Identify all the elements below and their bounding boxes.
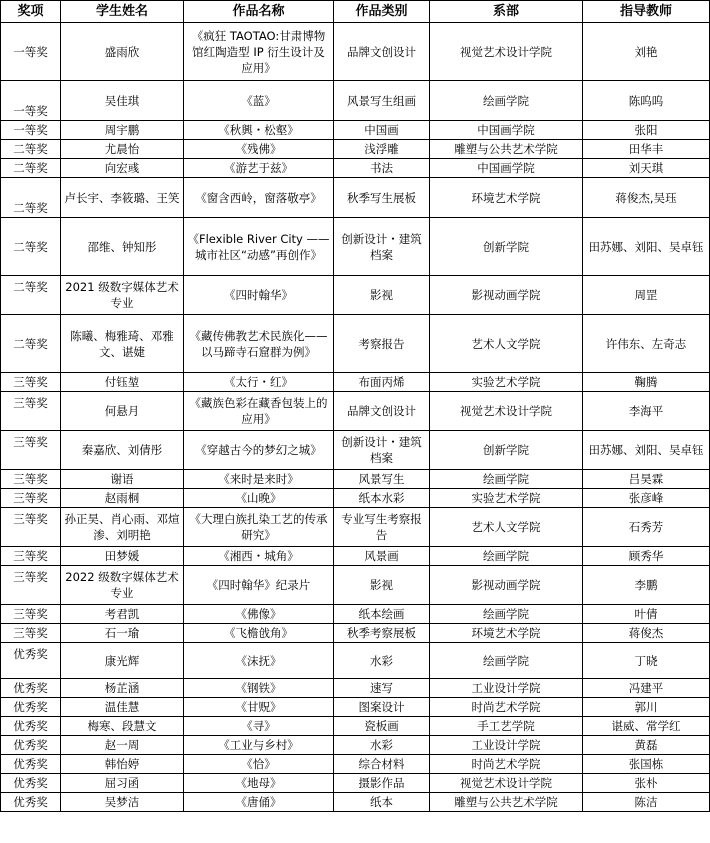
dept-cell: 绘画学院 [430, 547, 583, 566]
award-cell: 优秀奖 [1, 679, 61, 698]
student-cell: 谢语 [61, 470, 184, 489]
table-row [1, 547, 710, 566]
teacher-cell: 黄磊 [583, 736, 710, 755]
category-cell: 纸本 [334, 793, 430, 812]
work-cell: 《钢铁》 [184, 679, 334, 698]
dept-cell: 时尚艺术学院 [430, 755, 583, 774]
category-cell: 纸本绘画 [334, 605, 430, 624]
student-cell: 秦嘉欣、刘倩彤 [61, 431, 184, 470]
award-cell: 二等奖 [1, 140, 61, 159]
teacher-cell: 陈呜呜 [583, 81, 710, 121]
dept-cell: 影视动画学院 [430, 276, 583, 315]
teacher-cell: 周罡 [583, 276, 710, 315]
teacher-cell: 李海平 [583, 392, 710, 431]
work-cell: 《飞檐戗角》 [184, 624, 334, 643]
work-cell: 《寻》 [184, 717, 334, 736]
student-cell: 陈曦、梅雅琦、邓雅文、谌婕 [61, 315, 184, 373]
student-cell: 康光辉 [61, 643, 184, 679]
teacher-cell: 郭川 [583, 698, 710, 717]
dept-cell: 雕塑与公共艺术学院 [430, 793, 583, 812]
student-cell: 周宇鹏 [61, 121, 184, 140]
award-cell: 优秀奖 [1, 793, 61, 812]
dept-cell: 创新学院 [430, 218, 583, 276]
table-row [1, 679, 710, 698]
teacher-cell: 许伟东、左奇志 [583, 315, 710, 373]
category-cell: 品牌文创设计 [334, 392, 430, 431]
work-cell: 《佛像》 [184, 605, 334, 624]
dept-cell: 实验艺术学院 [430, 489, 583, 508]
dept-cell: 影视动画学院 [430, 566, 583, 605]
work-cell: 《甘贶》 [184, 698, 334, 717]
dept-cell: 中国画学院 [430, 121, 583, 140]
teacher-cell: 李鹏 [583, 566, 710, 605]
work-cell: 《Flexible River City —— 城市社区“动感”再创作》 [184, 218, 334, 276]
table-row [1, 81, 710, 121]
student-cell: 2022 级数字媒体艺术专业 [61, 566, 184, 605]
category-cell: 创新设计・建筑档案 [334, 218, 430, 276]
table-row [1, 178, 710, 218]
teacher-cell: 张国栋 [583, 755, 710, 774]
student-cell: 杨芷涵 [61, 679, 184, 698]
work-cell: 《地母》 [184, 774, 334, 793]
category-cell: 书法 [334, 159, 430, 178]
category-cell: 品牌文创设计 [334, 23, 430, 81]
student-cell: 赵一周 [61, 736, 184, 755]
table-row [1, 508, 710, 547]
award-cell: 二等奖 [1, 315, 61, 373]
dept-cell: 绘画学院 [430, 605, 583, 624]
award-cell: 三等奖 [1, 489, 61, 508]
dept-cell: 工业设计学院 [430, 679, 583, 698]
student-cell: 吴佳琪 [61, 81, 184, 121]
table-row [1, 431, 710, 470]
work-cell: 《山晚》 [184, 489, 334, 508]
student-cell: 赵雨桐 [61, 489, 184, 508]
dept-cell: 视觉艺术设计学院 [430, 23, 583, 81]
category-cell: 秋季考察展板 [334, 624, 430, 643]
teacher-cell: 张彦峰 [583, 489, 710, 508]
table-row [1, 315, 710, 373]
teacher-cell: 田华丰 [583, 140, 710, 159]
teacher-cell: 吕昊霖 [583, 470, 710, 489]
dept-cell: 雕塑与公共艺术学院 [430, 140, 583, 159]
table-row [1, 159, 710, 178]
dept-cell: 工业设计学院 [430, 736, 583, 755]
table-row [1, 624, 710, 643]
category-cell: 创新设计・建筑档案 [334, 431, 430, 470]
category-cell: 考察报告 [334, 315, 430, 373]
header-work: 作品名称 [184, 1, 334, 23]
table-row [1, 373, 710, 392]
category-cell: 纸本水彩 [334, 489, 430, 508]
award-cell: 三等奖 [1, 547, 61, 566]
category-cell: 影视 [334, 276, 430, 315]
student-cell: 何悬月 [61, 392, 184, 431]
work-cell: 《窗含西岭，窗落敬亭》 [184, 178, 334, 218]
teacher-cell: 张朴 [583, 774, 710, 793]
award-cell: 优秀奖 [1, 774, 61, 793]
teacher-cell: 顾秀华 [583, 547, 710, 566]
teacher-cell: 张阳 [583, 121, 710, 140]
teacher-cell: 陈洁 [583, 793, 710, 812]
header-award: 奖项 [1, 1, 61, 23]
table-row [1, 566, 710, 605]
award-cell: 优秀奖 [1, 717, 61, 736]
table-row [1, 643, 710, 679]
dept-cell: 创新学院 [430, 431, 583, 470]
dept-cell: 手工艺学院 [430, 717, 583, 736]
award-cell: 一等奖 [1, 121, 61, 140]
teacher-cell: 丁晓 [583, 643, 710, 679]
award-cell: 二等奖 [1, 218, 61, 276]
category-cell: 秋季写生展板 [334, 178, 430, 218]
teacher-cell: 田苏娜、刘阳、吴卓钰 [583, 218, 710, 276]
work-cell: 《藏族色彩在藏香包装上的应用》 [184, 392, 334, 431]
award-cell: 三等奖 [1, 373, 61, 392]
work-cell: 《沫抚》 [184, 643, 334, 679]
category-cell: 摄影作品 [334, 774, 430, 793]
category-cell: 风景写生 [334, 470, 430, 489]
work-cell: 《恰》 [184, 755, 334, 774]
student-cell: 梅寒、段慧文 [61, 717, 184, 736]
table-row [1, 392, 710, 431]
table-row [1, 470, 710, 489]
teacher-cell: 刘天琪 [583, 159, 710, 178]
award-cell: 三等奖 [1, 605, 61, 624]
table-row [1, 793, 710, 812]
student-cell: 孙正昊、肖心雨、邓煊渗、刘明艳 [61, 508, 184, 547]
student-cell: 吴梦洁 [61, 793, 184, 812]
dept-cell: 艺术人文学院 [430, 508, 583, 547]
student-cell: 盛雨欣 [61, 23, 184, 81]
work-cell: 《游艺于兹》 [184, 159, 334, 178]
category-cell: 专业写生考察报告 [334, 508, 430, 547]
category-cell: 水彩 [334, 643, 430, 679]
award-cell: 一等奖 [1, 81, 61, 121]
dept-cell: 绘画学院 [430, 643, 583, 679]
work-cell: 《四时翰华》 [184, 276, 334, 315]
dept-cell: 时尚艺术学院 [430, 698, 583, 717]
teacher-cell: 田苏娜、刘阳、吴卓钰 [583, 431, 710, 470]
header-category: 作品类别 [334, 1, 430, 23]
work-cell: 《四时翰华》纪录片 [184, 566, 334, 605]
dept-cell: 实验艺术学院 [430, 373, 583, 392]
award-cell: 优秀奖 [1, 736, 61, 755]
dept-cell: 艺术人文学院 [430, 315, 583, 373]
table-row [1, 276, 710, 315]
dept-cell: 视觉艺术设计学院 [430, 774, 583, 793]
work-cell: 《大理白族扎染工艺的传承研究》 [184, 508, 334, 547]
category-cell: 图案设计 [334, 698, 430, 717]
award-cell: 三等奖 [1, 508, 61, 547]
work-cell: 《残佛》 [184, 140, 334, 159]
table-row [1, 605, 710, 624]
student-cell: 尤晨怡 [61, 140, 184, 159]
award-cell: 优秀奖 [1, 643, 61, 679]
dept-cell: 绘画学院 [430, 81, 583, 121]
header-student: 学生姓名 [61, 1, 184, 23]
work-cell: 《工业与乡村》 [184, 736, 334, 755]
table-row [1, 755, 710, 774]
student-cell: 付钰堃 [61, 373, 184, 392]
table-row [1, 140, 710, 159]
award-cell: 二等奖 [1, 159, 61, 178]
table-row [1, 23, 710, 81]
table-row [1, 717, 710, 736]
category-cell: 速写 [334, 679, 430, 698]
student-cell: 向宏彧 [61, 159, 184, 178]
dept-cell: 中国画学院 [430, 159, 583, 178]
award-cell: 二等奖 [1, 276, 61, 315]
teacher-cell: 叶倩 [583, 605, 710, 624]
category-cell: 水彩 [334, 736, 430, 755]
student-cell: 2021 级数字媒体艺术专业 [61, 276, 184, 315]
dept-cell: 视觉艺术设计学院 [430, 392, 583, 431]
student-cell: 石一瑜 [61, 624, 184, 643]
student-cell: 邵维、钟知彤 [61, 218, 184, 276]
table-row [1, 121, 710, 140]
award-cell: 优秀奖 [1, 755, 61, 774]
category-cell: 风景画 [334, 547, 430, 566]
award-cell: 一等奖 [1, 23, 61, 81]
table-row [1, 218, 710, 276]
award-cell: 三等奖 [1, 392, 61, 431]
teacher-cell: 蒋俊杰,吴珏 [583, 178, 710, 218]
teacher-cell: 谌威、常学红 [583, 717, 710, 736]
header-teacher: 指导教师 [583, 1, 710, 23]
student-cell: 温佳慧 [61, 698, 184, 717]
student-cell: 韩怡婷 [61, 755, 184, 774]
teacher-cell: 石秀芳 [583, 508, 710, 547]
work-cell: 《秋興・松壑》 [184, 121, 334, 140]
category-cell: 布面丙烯 [334, 373, 430, 392]
award-cell: 三等奖 [1, 431, 61, 470]
student-cell: 田梦媛 [61, 547, 184, 566]
category-cell: 风景写生组画 [334, 81, 430, 121]
category-cell: 综合材料 [334, 755, 430, 774]
award-cell: 三等奖 [1, 566, 61, 605]
student-cell: 考君凯 [61, 605, 184, 624]
award-cell: 三等奖 [1, 470, 61, 489]
teacher-cell: 蒋俊杰 [583, 624, 710, 643]
work-cell: 《蓝》 [184, 81, 334, 121]
teacher-cell: 冯建平 [583, 679, 710, 698]
work-cell: 《藏传佛教艺术民族化——以马蹄寺石窟群为例》 [184, 315, 334, 373]
work-cell: 《湘西・城角》 [184, 547, 334, 566]
award-cell: 二等奖 [1, 178, 61, 218]
header-dept: 系部 [430, 1, 583, 23]
table-row [1, 489, 710, 508]
teacher-cell: 鞠腾 [583, 373, 710, 392]
category-cell: 瓷板画 [334, 717, 430, 736]
category-cell: 中国画 [334, 121, 430, 140]
work-cell: 《穿越古今的梦幻之城》 [184, 431, 334, 470]
dept-cell: 环境艺术学院 [430, 624, 583, 643]
table-row [1, 698, 710, 717]
award-cell: 三等奖 [1, 624, 61, 643]
award-cell: 优秀奖 [1, 698, 61, 717]
work-cell: 《来时是来时》 [184, 470, 334, 489]
category-cell: 影视 [334, 566, 430, 605]
table-row [1, 774, 710, 793]
dept-cell: 绘画学院 [430, 470, 583, 489]
student-cell: 卢长宇、李筱璐、王笑 [61, 178, 184, 218]
table-row [1, 736, 710, 755]
work-cell: 《太行・红》 [184, 373, 334, 392]
work-cell: 《疯狂 TAOTAO:甘肃博物馆红陶造型 IP 衍生设计及应用》 [184, 23, 334, 81]
dept-cell: 环境艺术学院 [430, 178, 583, 218]
work-cell: 《唐俑》 [184, 793, 334, 812]
student-cell: 屈习函 [61, 774, 184, 793]
category-cell: 浅浮雕 [334, 140, 430, 159]
teacher-cell: 刘艳 [583, 23, 710, 81]
header-row [1, 1, 710, 23]
